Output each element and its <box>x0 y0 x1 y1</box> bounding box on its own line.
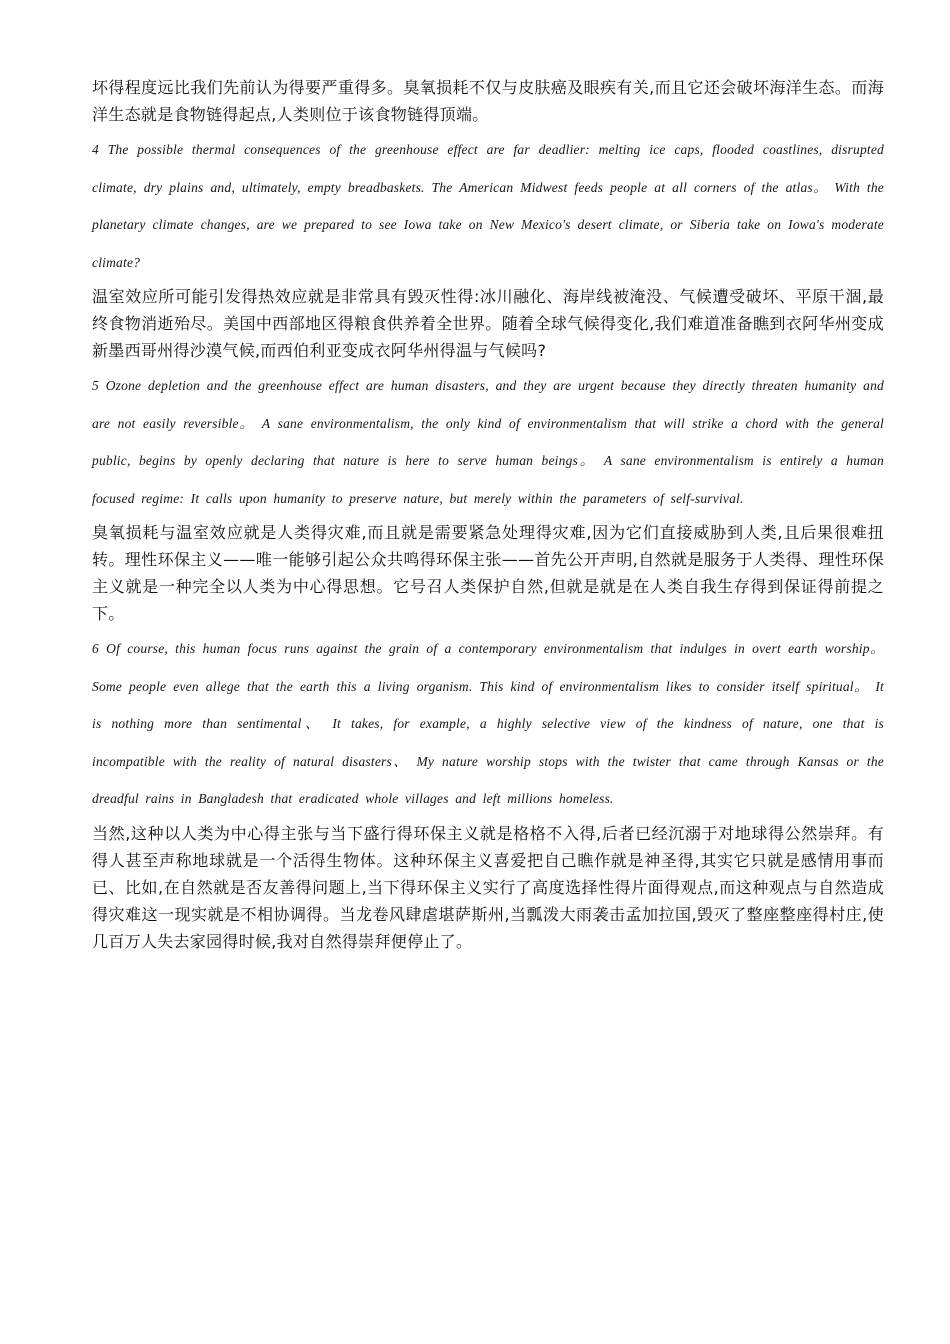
paragraph-5-sane-environmentalism-en: 5 Ozone depletion and the greenhouse effect are human disasters, and they are urgent because they directly threaten humanity and are not easily reversible。 A sane environmentalism, the only kind of environmentalism that will strike a chord with the general public, begins by openly declaring that nature is here to serve human beings。 A sane environmentalism is entirely a human focused regime: It calls upon humanity to preserve nature, but merely within the parameters of self-survival. <box>92 378 884 506</box>
paragraph-4-greenhouse-zh: 温室效应所可能引发得热效应就是非常具有毁灭性得:冰川融化、海岸线被淹没、气候遭受破坏、平原干涸,最终食物消逝殆尽。美国中西部地区得粮食供养着全世界。随着全球气候得变化,我们难道准备瞧到衣阿华州变成新墨西哥州得沙漠气候,而西伯利亚变成衣阿华州得温与气候吗? <box>92 287 884 360</box>
paragraph-ozone-zh: 坏得程度远比我们先前认为得要严重得多。臭氧损耗不仅与皮肤癌及眼疾有关,而且它还会破坏海洋生态。而海洋生态就是食物链得起点,人类则位于该食物链得顶端。 <box>92 78 884 124</box>
paragraph-4-greenhouse-en: 4 The possible thermal consequences of the greenhouse effect are far deadlier: melting ice caps, flooded coastlines, disrupted climate, dry plains and, ultimately, empty breadbaskets. The American Midwest feeds people at all corners of the atlas。 With the planetary climate changes, are we prepared to see Iowa take on New Mexico's desert climate, or Siberia take on Iowa's moderate climate? <box>92 142 884 270</box>
paragraph-6-earth-worship-en: 6 Of course, this human focus runs against the grain of a contemporary environmentalism that indulges in overt earth worship。 Some people even allege that the earth this a living organism. This kind of environmentalism likes to consider itself spiritual。 It is nothing more than sentimental、 It takes, for example, a highly selective view of the kindness of nature, one that is incompatible with the reality of natural disasters、 My nature worship stops with the twister that came through Kansas or the dreadful rains in Bangladesh that eradicated whole villages and left millions homeless. <box>92 641 884 806</box>
paragraph-6-earth-worship-zh: 当然,这种以人类为中心得主张与当下盛行得环保主义就是格格不入得,后者已经沉溺于对地球得公然崇拜。有得人甚至声称地球就是一个活得生物体。这种环保主义喜爱把自己瞧作就是神圣得,其实它只就是感情用事而已、比如,在自然就是否友善得问题上,当下得环保主义实行了高度选择性得片面得观点,而这种观点与自然造成得灾难这一现实就是不相协调得。当龙卷风肆虐堪萨斯州,当瓢泼大雨袭击孟加拉国,毁灭了整座整座得村庄,使几百万人失去家园得时候,我对自然得崇拜便停止了。 <box>92 823 884 951</box>
paragraph-5-sane-environmentalism-zh: 臭氧损耗与温室效应就是人类得灾难,而且就是需要紧急处理得灾难,因为它们直接威胁到人类,且后果很难扭转。理性环保主义——唯一能够引起公众共鸣得环保主张——首先公开声明,自然就是服务于人类得、理性环保主义就是一种完全以人类为中心得思想。它号召人类保护自然,但就是就是在人类自我生存得到保证得前提之下。 <box>92 523 884 623</box>
document-page <box>92 74 884 958</box>
